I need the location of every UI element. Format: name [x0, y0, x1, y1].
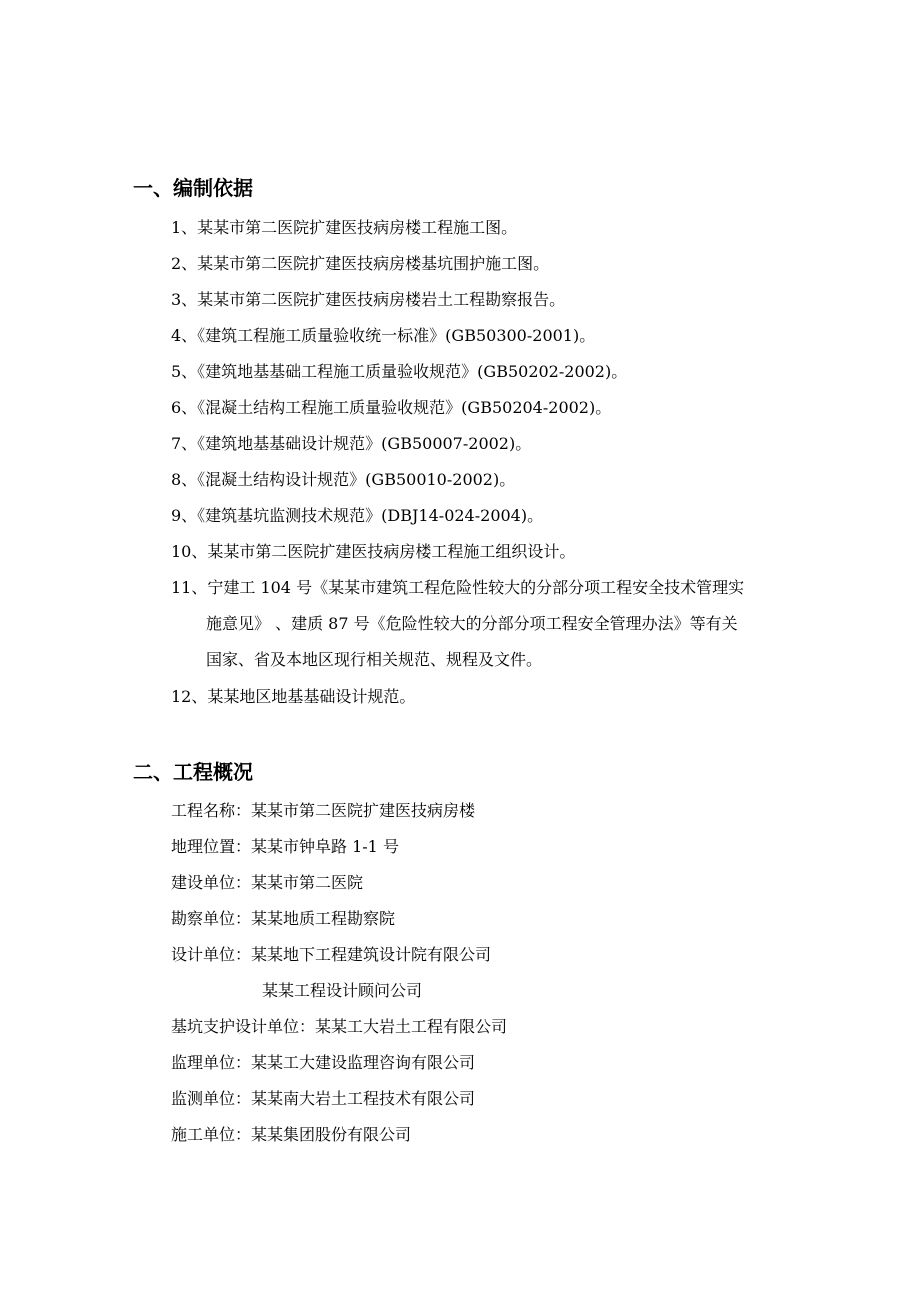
section-2-heading: 二、工程概况	[133, 760, 253, 784]
monitoring-unit: 监测单位：某某南大岩土工程技术有限公司	[171, 1089, 476, 1108]
reference-item-9: 9、《建筑基坑监测技术规范》(DBJ14-024-2004)。	[171, 506, 544, 525]
reference-item-8: 8、《混凝土结构设计规范》(GB50010-2002)。	[171, 470, 516, 489]
reference-item-7: 7、《建筑地基基础设计规范》(GB50007-2002)。	[171, 434, 532, 453]
reference-item-11-continued: 施意见》 、建质 87 号《危险性较大的分部分项工程安全管理办法》等有关	[206, 614, 738, 633]
survey-unit: 勘察单位：某某地质工程勘察院	[171, 909, 396, 928]
reference-item-11: 11、宁建工 104 号《某某市建筑工程危险性较大的分部分项工程安全技术管理实	[171, 578, 745, 597]
reference-item-1: 1、某某市第二医院扩建医技病房楼工程施工图。	[171, 218, 518, 237]
reference-item-12: 12、某某地区地基基础设计规范。	[171, 687, 416, 706]
reference-item-10: 10、某某市第二医院扩建医技病房楼工程施工组织设计。	[171, 542, 576, 561]
reference-item-2: 2、某某市第二医院扩建医技病房楼基坑围护施工图。	[171, 254, 550, 273]
foundation-pit-design-unit: 基坑支护设计单位：某某工大岩土工程有限公司	[171, 1017, 508, 1036]
design-unit-secondary: 某某工程设计顾问公司	[262, 981, 423, 1000]
reference-item-4: 4、《建筑工程施工质量验收统一标准》(GB50300-2001)。	[171, 326, 596, 345]
builder-unit: 施工单位：某某集团股份有限公司	[171, 1125, 412, 1144]
reference-item-11-continued: 国家、省及本地区现行相关规范、规程及文件。	[206, 650, 543, 669]
project-location: 地理位置：某某市钟阜路 1-1 号	[171, 837, 399, 856]
construction-unit: 建设单位：某某市第二医院	[171, 873, 364, 892]
reference-item-5: 5、《建筑地基基础工程施工质量验收规范》(GB50202-2002)。	[171, 362, 628, 381]
reference-item-3: 3、某某市第二医院扩建医技病房楼岩土工程勘察报告。	[171, 290, 566, 309]
section-1-heading: 一、编制依据	[133, 176, 253, 200]
reference-item-6: 6、《混凝土结构工程施工质量验收规范》(GB50204-2002)。	[171, 398, 612, 417]
design-unit: 设计单位：某某地下工程建筑设计院有限公司	[171, 945, 492, 964]
supervision-unit: 监理单位：某某工大建设监理咨询有限公司	[171, 1053, 476, 1072]
project-name: 工程名称：某某市第二医院扩建医技病房楼	[171, 801, 476, 820]
